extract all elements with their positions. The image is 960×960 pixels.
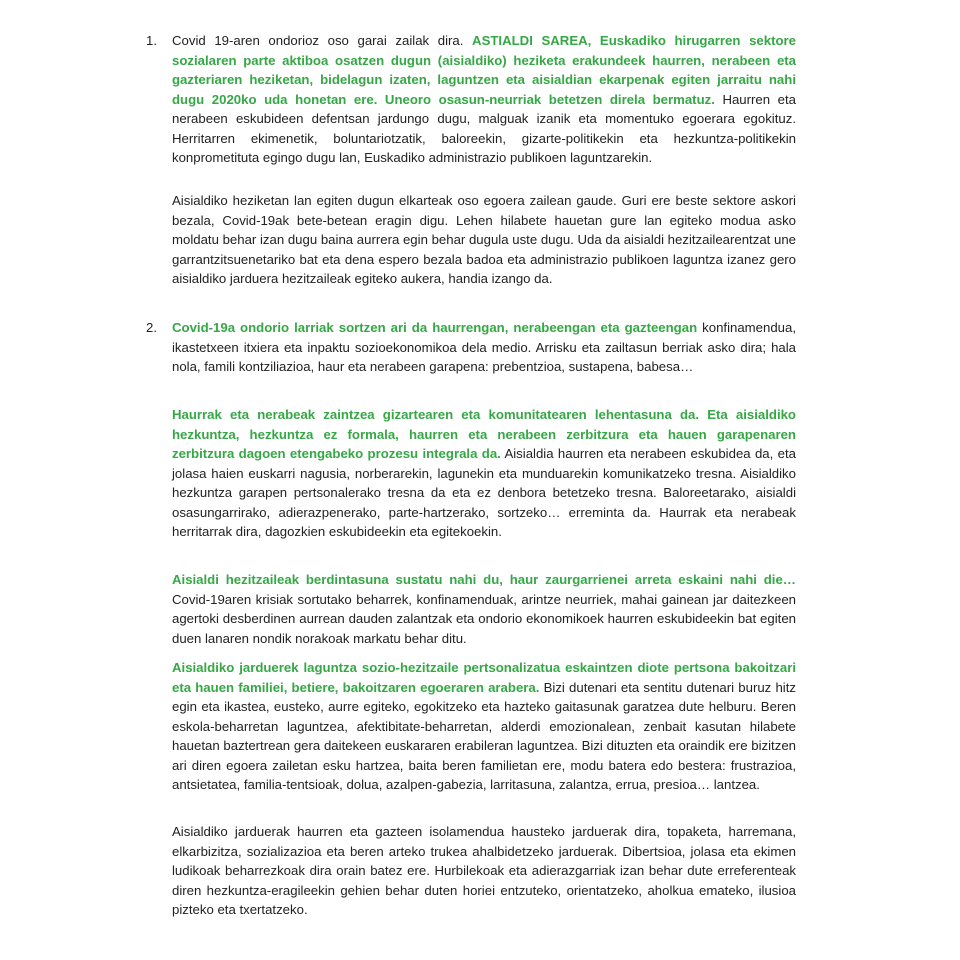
- paragraph: [172, 658, 796, 795]
- section-2-paragraph-4: [148, 658, 796, 795]
- paragraph-text: Covid-19aren krisiak sortutako beharrek, konfinamenduak, arintze neurriek, mahai gainean jar daitezkeen agertoki desberdinen aurrean dauden zalantzak eta ondorio ekonomikoek haurren eskubideekin bat egiten duen lanaren nondik norakoak markatu behar ditu.: [172, 591, 796, 646]
- list-number: 1.: [146, 33, 157, 48]
- paragraph-text: konfinamendua, ikastetxeen itxiera eta inpaktu sozioekonomikoa dela medio. Arrisku eta zailtasun berriak asko dira; hala nola, famili kontziliazioa, haur eta nerabeen garapena: prebentzioa, sustapena, babesa…: [172, 320, 796, 374]
- paragraph-text: Aisialdiko heziketan lan egiten dugun elkarteak oso egoera zailean gaude. Guri ere beste sektore askori bezala, Covid-19ak bete-betean eragin digu. Lehen hilabete hauetan gure lan egiteko modua asko moldatu behar izan dugu baina aurrera egin behar dugula uste dugu. Uda da aisialdi hezitzailearentzat une garrantzitsuenetariko bat eta dena espero bezala badoa eta administrazio publikoen laguntza izanez gero aisialdiko jarduera hezitzaileak egiteko aukera, handia izango da.: [172, 193, 796, 286]
- highlighted-text: Aisialdiko jarduerek laguntza sozio-hezitzaile pertsonalizatua eskaintzen diote pertsona bakoitzari eta hauen familiei, betiere, bakoitzaren egoeraren arabera.: [172, 660, 796, 695]
- section-2-paragraph-2: [148, 405, 796, 542]
- highlighted-text: Covid-19a ondorio larriak sortzen ari da haurrengan, nerabeengan eta gazteengan: [172, 320, 698, 335]
- paragraph: [172, 570, 796, 648]
- paragraph: [172, 405, 796, 542]
- highlighted-text: Haurrak eta nerabeak zaintzea gizartearen eta komunitatearen lehentasuna da. Eta aisialdiko hezkuntza, hezkuntza ez formala, haurren eta nerabeen zerbitzura eta hauen garapenaren zerbitzura dagoen etengabeko prozesu integrala da.: [172, 407, 796, 461]
- section-2-paragraph-5: [148, 822, 796, 920]
- section-2: [148, 318, 796, 377]
- section-1-paragraph-2: [148, 191, 796, 289]
- section-1: [148, 31, 796, 168]
- section-2-paragraph-3: [148, 570, 796, 648]
- paragraph-text: Bizi dutenari eta sentitu dutenari buruz hitz egin eta ikastea, eusteko, aurre egiteko, egokitzeko eta hazteko gaitasunak garatzea dute helburu. Beren eskola-beharretan laguntzea, afektibitate-beharretan, alderdi emozionalean, zenbait kasutan hilabete hauetan baztertrean gera daitekeen euskararen erabileran laguntzea. Bizi dituzten eta oraindik ere bizitzen ari diren egoera zailetan esku hartzea, baita beren familietan ere, modu batera edo bestera: frustrazioa, antsietatea, familia-tentsioak, dolua, azalpen-gabezia, larritasuna, zalantza, errua, presioa… lantzea.: [172, 679, 796, 792]
- paragraph: [172, 31, 796, 168]
- paragraph-text: Aisialdiko jarduerak haurren eta gazteen isolamendua hausteko jarduerak dira, topaketa, harremana, elkarbizitza, sozializazioa eta beren arteko trukea ahalbidetzeko jarduerak. Dibertsioa, jolasa eta ekimen ludikoak beharrezkoak dira orain batez ere. Hurbilekoak eta adierazgarriak izan behar dute erreferenteak diren hezkuntza-eragileekin gehien behar duten horiei entzuteko, orientatzeko, aholkua emateko, ilusioa pizteko eta txertatzeko.: [172, 824, 796, 917]
- list-number: 2.: [146, 320, 157, 335]
- highlighted-text: Aisialdi hezitzaileak berdintasuna sustatu nahi du, haur zaurgarrienei arreta eskaini nahi die…: [172, 572, 796, 587]
- paragraph-text: Haurren eta nerabeen eskubideen defentsan jardungo dugu, malguak izanik eta momentuko egoerara egokituz. Herritarren ekimenetik, boluntariotzatik, baloreekin, gizarte-politikekin eta hezkuntza-politikekin konprometituta egingo dugu lan, Euskadiko administrazio publikoen laguntzarekin.: [172, 91, 796, 165]
- highlighted-text: ASTIALDI SAREA, Euskadiko hirugarren sektore sozialaren parte aktiboa osatzen dugun (aisialdiko) heziketa erakundeek haurren, nerabeen eta gazteriaren heziketan, bidelagun izaten, laguntzen eta aisialdian ekarpenak egiten jarraitu nahi dugu 2020ko uda honetan ere. Uneoro osasun-neurriak betetzen direla bermatuz.: [172, 33, 796, 107]
- paragraph: [172, 191, 796, 289]
- paragraph: [172, 822, 796, 920]
- paragraph-text: Covid 19-aren ondorioz oso garai zailak dira.: [172, 33, 473, 48]
- paragraph-text: Aisialdia haurren eta nerabeen eskubidea da, eta jolasa haien euskarri nagusia, norberarekin, lagunekin eta munduarekin komunikatzeko tresna. Aisialdiko hezkuntza garapen pertsonalerako tresna da eta ez denbora betetzeko tresna. Baloreetarako, aisialdi osasungarrirako, adierazpenerako, parte-hartzerako, sortzeko… erreminta da. Haurrak eta nerabeak herritarrak dira, dagozkien eskubideekin eta egitekoekin.: [172, 446, 796, 539]
- paragraph: [172, 318, 796, 377]
